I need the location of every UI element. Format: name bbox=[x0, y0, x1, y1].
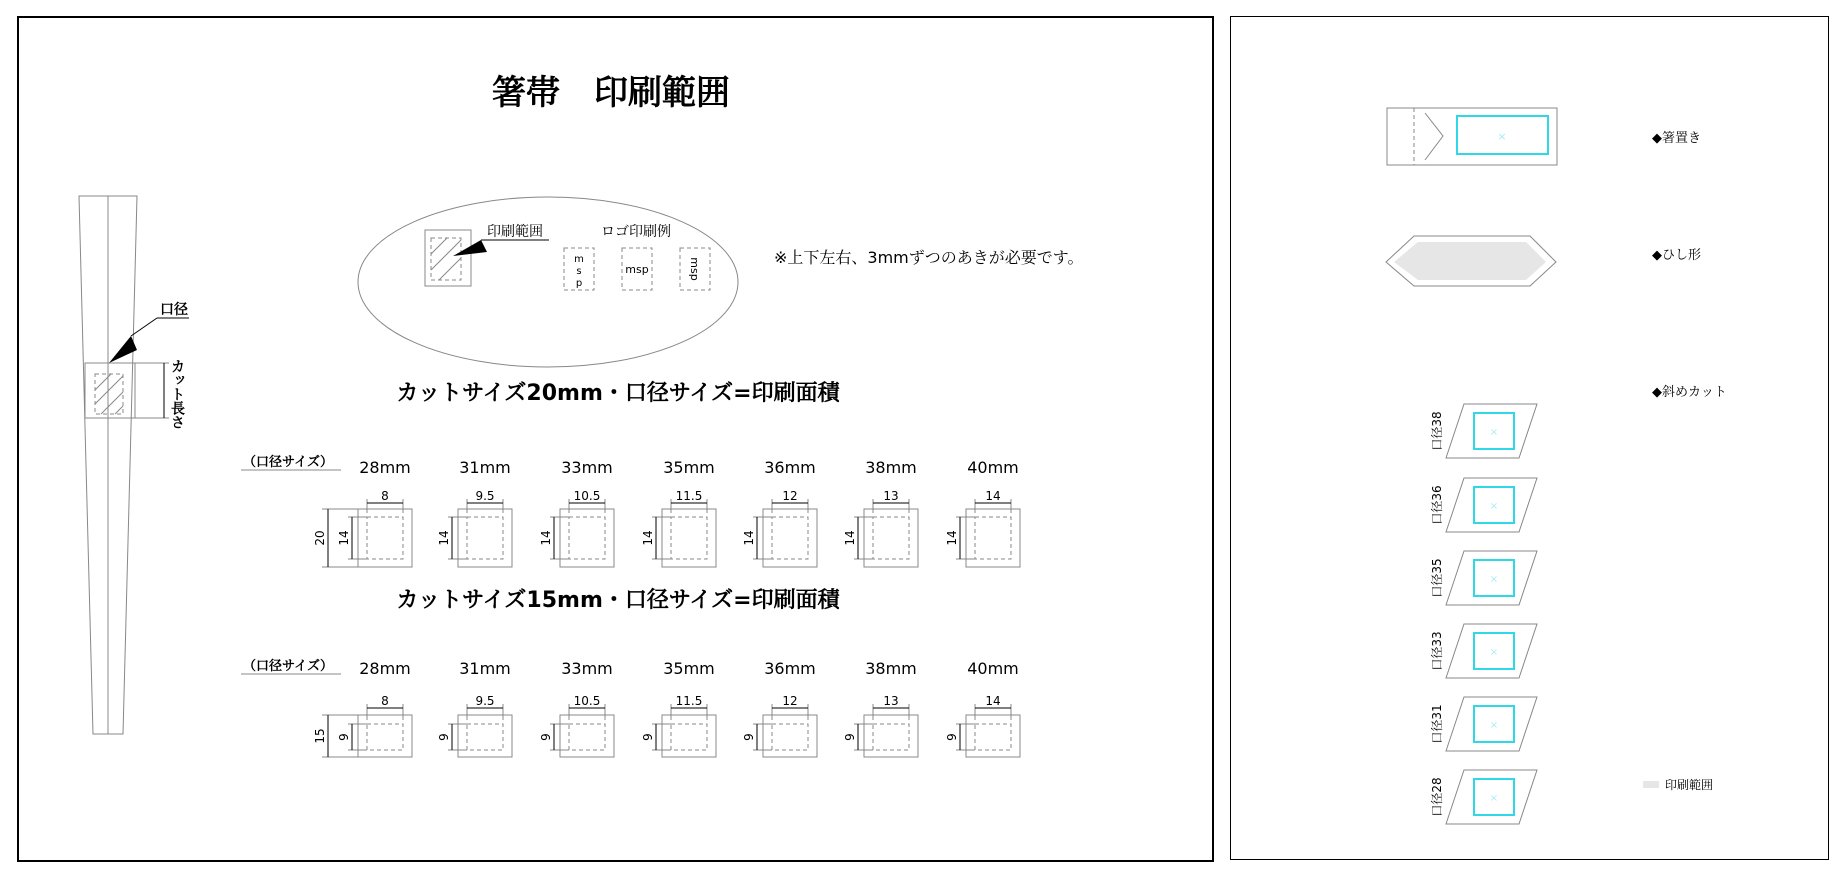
print-area bbox=[873, 724, 909, 750]
band-outline bbox=[662, 715, 716, 757]
size-label: 28mm bbox=[359, 458, 411, 477]
print-area bbox=[873, 517, 909, 559]
hashioki-label: ◆箸置き bbox=[1652, 131, 1701, 146]
print-area bbox=[772, 517, 808, 559]
size-label: 36mm bbox=[764, 458, 816, 477]
print-area bbox=[671, 517, 707, 559]
height-value: 9 bbox=[742, 733, 756, 741]
height-value: 14 bbox=[337, 530, 351, 546]
naname-cut-label: 口径33 bbox=[1430, 631, 1444, 671]
height-value: 9 bbox=[641, 733, 655, 741]
band-outline bbox=[458, 715, 512, 757]
chopstick-diagram bbox=[79, 196, 189, 734]
print-area bbox=[367, 517, 403, 559]
height-value: 14 bbox=[437, 530, 451, 546]
width-value: 14 bbox=[985, 694, 1001, 708]
naname-cut-item bbox=[1430, 551, 1537, 605]
kokei-label: 口径 bbox=[160, 302, 188, 318]
size-row-label: （口径サイズ） bbox=[243, 659, 333, 674]
hatch-pattern bbox=[95, 374, 123, 414]
hishi-label: ◆ひし形 bbox=[1652, 248, 1701, 263]
band-outline bbox=[458, 509, 512, 567]
size-label: 36mm bbox=[764, 659, 816, 678]
logo-example-label: ロゴ印刷例 bbox=[601, 224, 671, 240]
width-value: 14 bbox=[985, 489, 1001, 503]
naname-cut-item bbox=[1430, 404, 1537, 458]
outer-height-value: 15 bbox=[313, 728, 327, 744]
width-value: 12 bbox=[782, 489, 798, 503]
height-value: 14 bbox=[742, 530, 756, 546]
logo-text-horizontal: msp bbox=[625, 263, 649, 276]
explanation-oval bbox=[358, 197, 738, 367]
kokei-leader-line bbox=[131, 318, 157, 336]
print-area bbox=[569, 517, 605, 559]
print-area bbox=[367, 724, 403, 750]
outer-height-value: 20 bbox=[313, 530, 327, 546]
naname-cut-item bbox=[1430, 624, 1537, 678]
height-value: 14 bbox=[945, 530, 959, 546]
size-item bbox=[742, 458, 817, 567]
left-drawing bbox=[19, 18, 1212, 860]
size-label: 35mm bbox=[663, 659, 715, 678]
height-value: 9 bbox=[437, 733, 451, 741]
chopstick-band bbox=[85, 363, 135, 418]
size-item bbox=[539, 659, 614, 757]
cross-mark-icon: × bbox=[1489, 501, 1499, 512]
oval-outline bbox=[358, 197, 738, 367]
size-item bbox=[641, 458, 716, 567]
page-title: 箸帯 印刷範囲 bbox=[492, 73, 730, 113]
logo-text-rotated: msp bbox=[688, 257, 701, 281]
print-area bbox=[569, 724, 605, 750]
print-area bbox=[467, 517, 503, 559]
logo-letter-p: p bbox=[575, 278, 583, 289]
band-outline bbox=[763, 715, 817, 757]
naname-cut-label: 口径35 bbox=[1430, 558, 1444, 598]
example-hatch bbox=[431, 238, 461, 280]
logo-letter-s: s bbox=[576, 266, 582, 277]
section-heading: カットサイズ20mm・口径サイズ=印刷面積 bbox=[396, 381, 840, 406]
size-item bbox=[945, 458, 1020, 567]
height-value: 9 bbox=[945, 733, 959, 741]
cross-mark-icon: × bbox=[1489, 574, 1499, 585]
size-label: 38mm bbox=[865, 458, 917, 477]
size-item bbox=[641, 659, 716, 757]
size-row-label: （口径サイズ） bbox=[243, 455, 333, 470]
height-value: 14 bbox=[641, 530, 655, 546]
cross-mark-icon: × bbox=[1497, 130, 1507, 143]
width-value: 10.5 bbox=[573, 489, 601, 503]
margin-note: ※上下左右、3mmずつのあきが必要です。 bbox=[774, 248, 1084, 267]
naname-cut-item bbox=[1430, 478, 1537, 532]
hishi-shape bbox=[1386, 236, 1556, 286]
band-outline bbox=[560, 715, 614, 757]
cross-mark-icon: × bbox=[1489, 720, 1499, 731]
width-value: 13 bbox=[883, 489, 899, 503]
hishi-print-area bbox=[1394, 242, 1546, 280]
band-outline bbox=[763, 509, 817, 567]
width-value: 11.5 bbox=[675, 694, 703, 708]
cross-mark-icon: × bbox=[1489, 647, 1499, 658]
size-item bbox=[843, 458, 918, 567]
size-item bbox=[945, 659, 1020, 757]
size-label: 33mm bbox=[561, 458, 613, 477]
print-area-sheet bbox=[17, 16, 1214, 862]
size-label: 35mm bbox=[663, 458, 715, 477]
band-outline bbox=[358, 509, 412, 567]
print-area bbox=[671, 724, 707, 750]
right-drawing bbox=[1231, 17, 1828, 859]
cross-mark-icon: × bbox=[1489, 793, 1499, 804]
naname-cut-label: 口径31 bbox=[1430, 704, 1444, 744]
size-label: 38mm bbox=[865, 659, 917, 678]
width-value: 10.5 bbox=[573, 694, 601, 708]
height-value: 9 bbox=[337, 733, 351, 741]
naname-cut-label: 口径28 bbox=[1430, 777, 1444, 817]
section-heading: カットサイズ15mm・口径サイズ=印刷面積 bbox=[396, 588, 840, 613]
size-label: 28mm bbox=[359, 659, 411, 678]
size-label: 40mm bbox=[967, 458, 1019, 477]
size-label: 33mm bbox=[561, 659, 613, 678]
size-item bbox=[437, 659, 512, 757]
size-label: 31mm bbox=[459, 458, 511, 477]
width-value: 13 bbox=[883, 694, 899, 708]
width-value: 9.5 bbox=[475, 694, 495, 708]
band-outline bbox=[358, 715, 412, 757]
width-value: 8 bbox=[381, 489, 389, 503]
height-value: 9 bbox=[843, 733, 857, 741]
print-area-label: 印刷範囲 bbox=[487, 224, 543, 240]
band-outline bbox=[864, 509, 918, 567]
hashioki-notch bbox=[1425, 113, 1443, 160]
naname-cut-item bbox=[1430, 770, 1537, 824]
size-item bbox=[539, 458, 614, 567]
naname-cut-list bbox=[1430, 404, 1537, 824]
width-value: 8 bbox=[381, 694, 389, 708]
band-outline bbox=[560, 509, 614, 567]
legend-swatch bbox=[1643, 781, 1659, 788]
hashioki-shape bbox=[1387, 108, 1557, 165]
width-value: 11.5 bbox=[675, 489, 703, 503]
band-outline bbox=[864, 715, 918, 757]
section-cut-20 bbox=[241, 380, 1020, 567]
naname-cut-label: 口径38 bbox=[1430, 411, 1444, 451]
band-outline bbox=[966, 715, 1020, 757]
print-area bbox=[467, 724, 503, 750]
size-item bbox=[437, 458, 512, 567]
logo-letter-m: m bbox=[574, 254, 584, 265]
band-outline bbox=[966, 509, 1020, 567]
width-value: 9.5 bbox=[475, 489, 495, 503]
naname-cut-item bbox=[1430, 697, 1537, 751]
cross-mark-icon: × bbox=[1489, 427, 1499, 438]
size-item bbox=[313, 458, 412, 567]
naname-label: ◆斜めカット bbox=[1652, 385, 1727, 400]
height-value: 14 bbox=[539, 530, 553, 546]
band-outline bbox=[662, 509, 716, 567]
size-label: 40mm bbox=[967, 659, 1019, 678]
size-item bbox=[742, 659, 817, 757]
print-area bbox=[975, 724, 1011, 750]
cut-length-label: カット長さ bbox=[169, 359, 185, 429]
height-value: 9 bbox=[539, 733, 553, 741]
section-cut-15 bbox=[241, 587, 1020, 757]
shape-reference-sheet bbox=[1230, 16, 1829, 860]
width-value: 12 bbox=[782, 694, 798, 708]
legend-label: 印刷範囲 bbox=[1665, 778, 1714, 792]
print-area bbox=[772, 724, 808, 750]
size-item bbox=[843, 659, 918, 757]
height-value: 14 bbox=[843, 530, 857, 546]
print-area bbox=[975, 517, 1011, 559]
size-label: 31mm bbox=[459, 659, 511, 678]
naname-cut-label: 口径36 bbox=[1430, 485, 1444, 525]
